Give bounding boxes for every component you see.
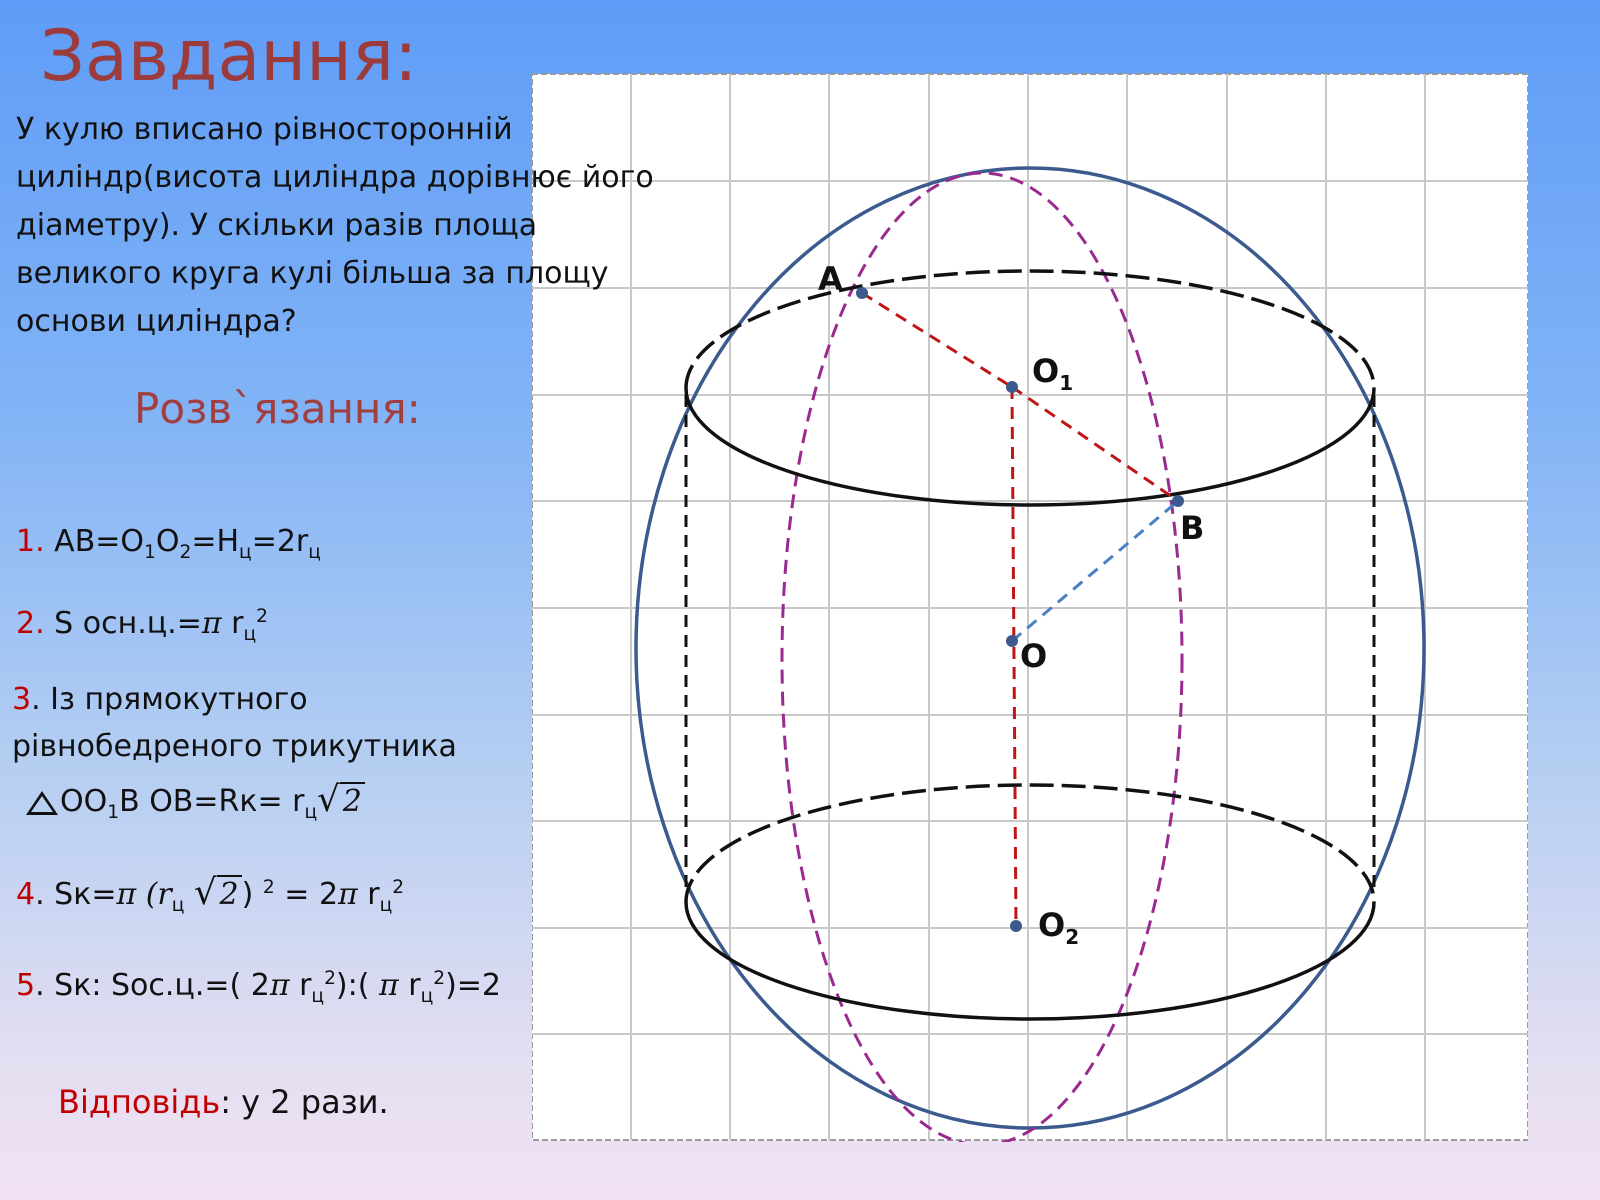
step-2-sub: ц <box>243 624 257 645</box>
step-4 <box>16 872 404 916</box>
step-5-pi-2: π <box>378 968 399 1003</box>
sphere-cylinder-diagram <box>532 72 1528 1142</box>
answer <box>58 1083 389 1121</box>
step-5-text-e: )=2 <box>445 968 502 1003</box>
label-a: A <box>818 260 843 298</box>
answer-text: : у 2 рази. <box>220 1083 389 1121</box>
step-5-sub: ц <box>311 986 325 1007</box>
point-o <box>1006 635 1018 647</box>
point-a <box>856 287 868 299</box>
step-1-text-c: O <box>155 524 180 559</box>
task-text: У кулю вписано рівносторонній циліндр(висота циліндра дорівнює його діаметру). У скільки разів площа великого круга кулі більша за площу основи циліндра? <box>16 112 654 339</box>
step-5-text-c: ):( <box>335 968 379 1003</box>
step-3-line-3 <box>12 779 365 823</box>
step-4-sup-2: 2 <box>392 877 405 898</box>
step-4-sqrt <box>193 872 242 913</box>
step-4-number: 4 <box>16 877 36 912</box>
step-3-oo: OO <box>60 784 108 819</box>
step-2-r: r <box>221 606 244 641</box>
step-5-pi: π <box>269 968 290 1003</box>
step-1-sub-2: 2 <box>179 542 192 563</box>
point-o2 <box>1010 920 1022 932</box>
step-1-text-g: =2r <box>251 524 309 559</box>
point-b <box>1172 495 1184 507</box>
step-1-sub-3: ц <box>239 542 252 563</box>
step-5-text-b: r <box>289 968 312 1003</box>
step-3-sqrt-arg: 2 <box>340 782 365 819</box>
point-o1 <box>1006 381 1018 393</box>
step-3-sub-c: ц <box>304 802 318 823</box>
label-o1-letter: O <box>1032 352 1060 390</box>
step-3-rest: B OB=Rк= r <box>119 784 305 819</box>
step-4-pi-2: π <box>338 877 358 912</box>
label-o1-sub: 1 <box>1059 371 1074 395</box>
step-5-text-a: . Sк: Soc.ц.=( 2 <box>35 968 270 1003</box>
step-2-text-a: S осн.ц.= <box>44 606 202 641</box>
step-1-text-e: =H <box>191 524 240 559</box>
step-2-number: 2. <box>16 606 45 641</box>
step-1 <box>16 524 321 563</box>
solution-title: Розв`язання: <box>134 384 421 433</box>
step-1-sub-1: 1 <box>144 542 156 563</box>
step-3-line-1 <box>12 682 308 717</box>
label-o: O <box>1020 637 1048 675</box>
step-4-sqrt-arg: 2 <box>217 875 242 912</box>
step-4-sub: ц <box>171 895 185 916</box>
triangle-icon <box>26 791 58 815</box>
sqrt-icon: √ <box>317 779 340 820</box>
step-5-sub-2: ц <box>420 986 434 1007</box>
slide-title: Завдання: <box>40 15 418 97</box>
step-4-text-a: . Sк= <box>35 877 117 912</box>
step-3-number: 3 <box>12 682 32 717</box>
step-4-sub-2: ц <box>379 895 393 916</box>
step-4-sup: 2 <box>262 877 275 898</box>
step-1-number: 1. <box>16 524 45 559</box>
label-o2-letter: O <box>1038 906 1066 944</box>
step-1-text-a: AB=O <box>54 524 145 559</box>
step-4-text-d: = 2 <box>274 877 339 912</box>
step-5-sup-2: 2 <box>433 968 446 989</box>
sqrt-icon: √ <box>193 872 217 913</box>
step-4-text-c: ) <box>241 877 263 912</box>
step-3-sqrt <box>317 779 365 820</box>
step-3-line-2: рівнобедреного трикутника <box>12 729 457 764</box>
step-5-text-d: r <box>398 968 421 1003</box>
step-5-number: 5 <box>16 968 36 1003</box>
step-2-sup: 2 <box>256 606 268 627</box>
step-4-text-b: (r <box>136 877 172 912</box>
step-5-sup: 2 <box>324 968 336 989</box>
step-3-sub-1: 1 <box>107 802 120 823</box>
step-4-pi: π <box>116 877 137 912</box>
step-1-sub-4: ц <box>308 542 321 563</box>
step-4-text-e: r <box>357 877 380 912</box>
label-o2-sub: 2 <box>1065 925 1080 949</box>
step-3-line1: . Із прямокутного <box>31 682 308 717</box>
step-5 <box>16 968 501 1007</box>
step-2-pi: π <box>201 606 222 641</box>
label-b: B <box>1180 509 1205 547</box>
step-2 <box>16 606 268 645</box>
answer-label: Відповідь <box>58 1083 221 1121</box>
